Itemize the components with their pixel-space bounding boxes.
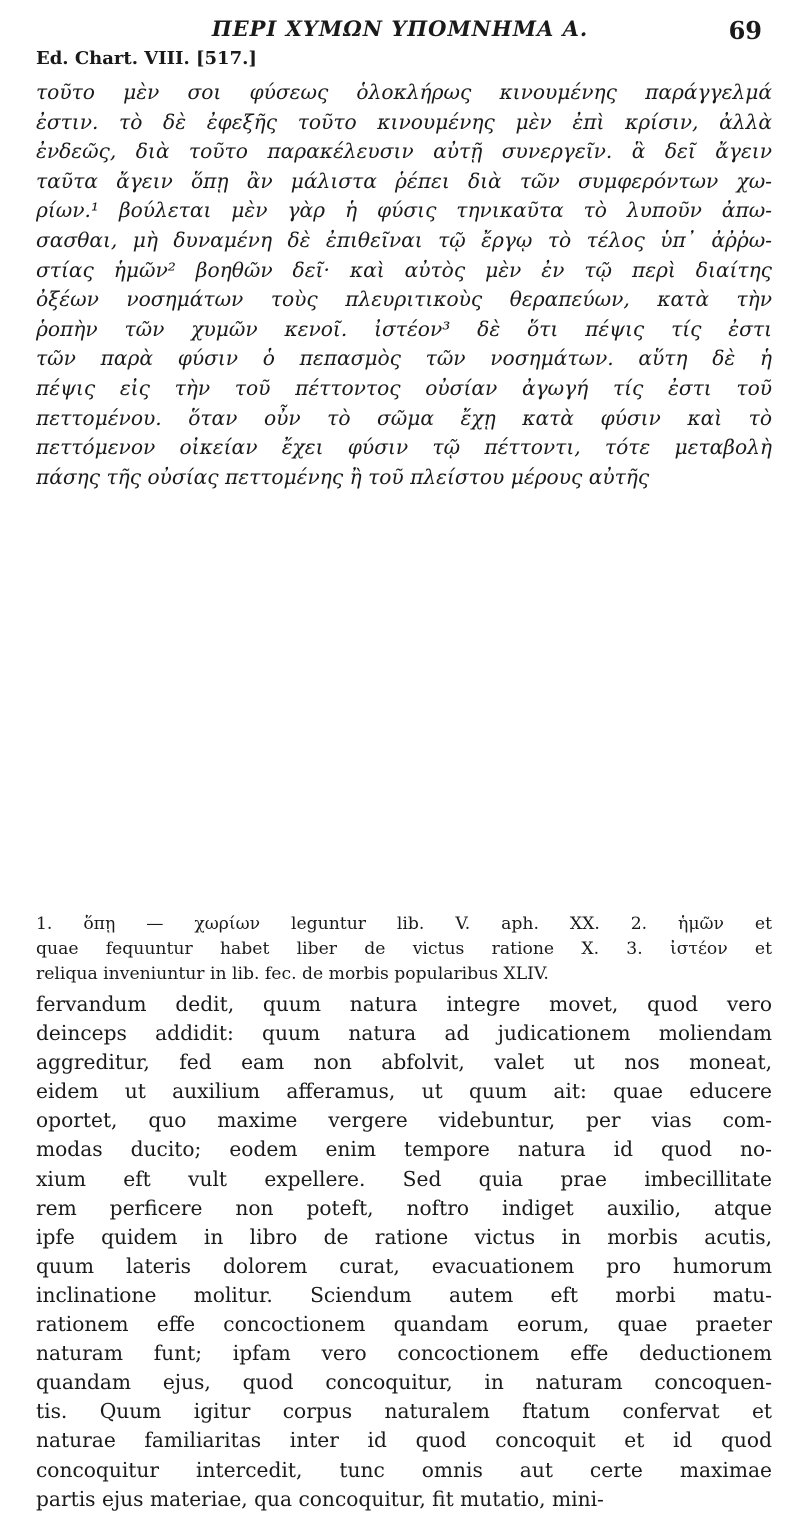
latin-text-line: quum lateris dolorem curat, evacuationem pro humorum: [36, 1253, 772, 1278]
greek-text-line: ρίων.¹ βούλεται μὲν γὰρ ἡ φύσις τηνικαῦτα τὸ λυποῦν ἀπω-: [36, 198, 772, 223]
greek-text-block: [36, 78, 772, 492]
latin-text-line: rem perficere non poteft, noftro indiget auxilio, atque: [36, 1195, 772, 1220]
latin-text-line: fervandum dedit, quum natura integre movet, quod vero: [36, 992, 772, 1016]
latin-text-line: aggreditur, fed eam non abfolvit, valet ut nos moneat,: [36, 1050, 772, 1075]
latin-text-line: xium eft vult expellere. Sed quia prae imbecillitate: [36, 1166, 772, 1191]
latin-text-line: modas ducito; eodem enim tempore natura id quod no-: [36, 1137, 772, 1162]
latin-text-line: naturae familiaritas inter id quod concoquit et id quod: [36, 1428, 772, 1453]
greek-text-line: στίας ἡμῶν² βοηθῶν δεῖ· καὶ αὐτὸς μὲν ἐν τῷ περὶ διαίτης: [36, 257, 772, 282]
footnotes-block: [36, 912, 772, 987]
running-head: [0, 8, 800, 48]
greek-text-line: ῥοπὴν τῶν χυμῶν κενοῖ. ἰστέον³ δὲ ὅτι πέψις τίς ἐστι: [36, 316, 772, 341]
latin-text-line: rationem effe concoctionem quandam eorum, quae praeter: [36, 1312, 772, 1337]
latin-text-line: inclinatione molitur. Sciendum autem eft morbi matu-: [36, 1282, 772, 1307]
latin-text-line: concoquitur intercedit, tunc omnis aut certe maximae: [36, 1457, 772, 1482]
greek-text-line: ὀξέων νοσημάτων τοὺς πλευριτικοὺς θεραπεύων, κατὰ τὴν: [36, 287, 772, 312]
greek-text-line: πεττομένου. ὅταν οὖν τὸ σῶμα ἔχῃ κατὰ φύσιν καὶ τὸ: [36, 405, 772, 430]
greek-text-line: τῶν παρὰ φύσιν ὁ πεπασμὸς τῶν νοσημάτων. αὕτη δὲ ἡ: [36, 346, 772, 371]
latin-text-line: oportet, quo maxime vergere videbuntur, per vias com-: [36, 1108, 772, 1133]
greek-text-line: τοῦτο μὲν σοι φύσεως ὁλοκλήρως κινουμένης παράγγελμά: [36, 80, 772, 104]
footnote-line: quae fequuntur habet liber de victus ratione X. 3. ἰστέον et: [36, 939, 772, 959]
edition-reference: Ed. Chart. VIII. [517.]: [36, 48, 257, 69]
latin-text-block: [36, 990, 772, 1514]
latin-text-line: tis. Quum igitur corpus naturalem ftatum confervat et: [36, 1399, 772, 1424]
footnote-line: reliqua inveniuntur in lib. fec. de morbis popularibus XLIV.: [36, 964, 549, 984]
page-number: 69: [728, 16, 762, 45]
greek-text-line: ταῦτα ἄγειν ὅπῃ ἂν μάλιστα ῥέπει διὰ τῶν συμφερόντων χω-: [36, 168, 772, 193]
greek-text-line: ἐστιν. τὸ δὲ ἐφεξῆς τοῦτο κινουμένης μὲν ἐπὶ κρίσιν, ἀλλὰ: [36, 109, 772, 134]
greek-text-line: πεττόμενον οἰκείαν ἔχει φύσιν τῷ πέττοντι, τότε μεταβολὴ: [36, 435, 772, 460]
latin-text-line: ipfe quidem in libro de ratione victus in morbis acutis,: [36, 1224, 772, 1249]
footnote-line: 1. ὅπῃ — χωρίων leguntur lib. V. aph. XX. 2. ἡμῶν et: [36, 914, 772, 934]
latin-text-line: quandam ejus, quod concoquitur, in naturam concoquen-: [36, 1370, 772, 1395]
greek-text-line: ἐνδεῶς, διὰ τοῦτο παρακέλευσιν αὐτῇ συνεργεῖν. ἃ δεῖ ἄγειν: [36, 139, 772, 164]
running-title: ΠΕΡΙ ΧΥΜΩΝ ΥΠΟΜΝΗΜΑ Α.: [211, 16, 589, 41]
greek-text-line: πάσης τῆς οὐσίας πεττομένης ἢ τοῦ πλείστου μέρους αὐτῆς: [36, 464, 650, 489]
latin-text-line: partis ejus materiae, qua concoquitur, fit mutatio, mini-: [36, 1486, 604, 1511]
greek-text-line: σασθαι, μὴ δυναμένη δὲ ἐπιθεῖναι τῷ ἔργῳ τὸ τέλος ὑπ᾽ ἀῤῥω-: [36, 227, 772, 252]
greek-text-line: πέψις εἰς τὴν τοῦ πέττοντος οὐσίαν ἀγωγή τίς ἐστι τοῦ: [36, 375, 772, 400]
latin-text-line: naturam funt; ipfam vero concoctionem effe deductionem: [36, 1341, 772, 1366]
latin-text-line: deinceps addidit: quum natura ad judicationem moliendam: [36, 1021, 772, 1046]
latin-text-line: eidem ut auxilium afferamus, ut quum ait: quae educere: [36, 1079, 772, 1104]
